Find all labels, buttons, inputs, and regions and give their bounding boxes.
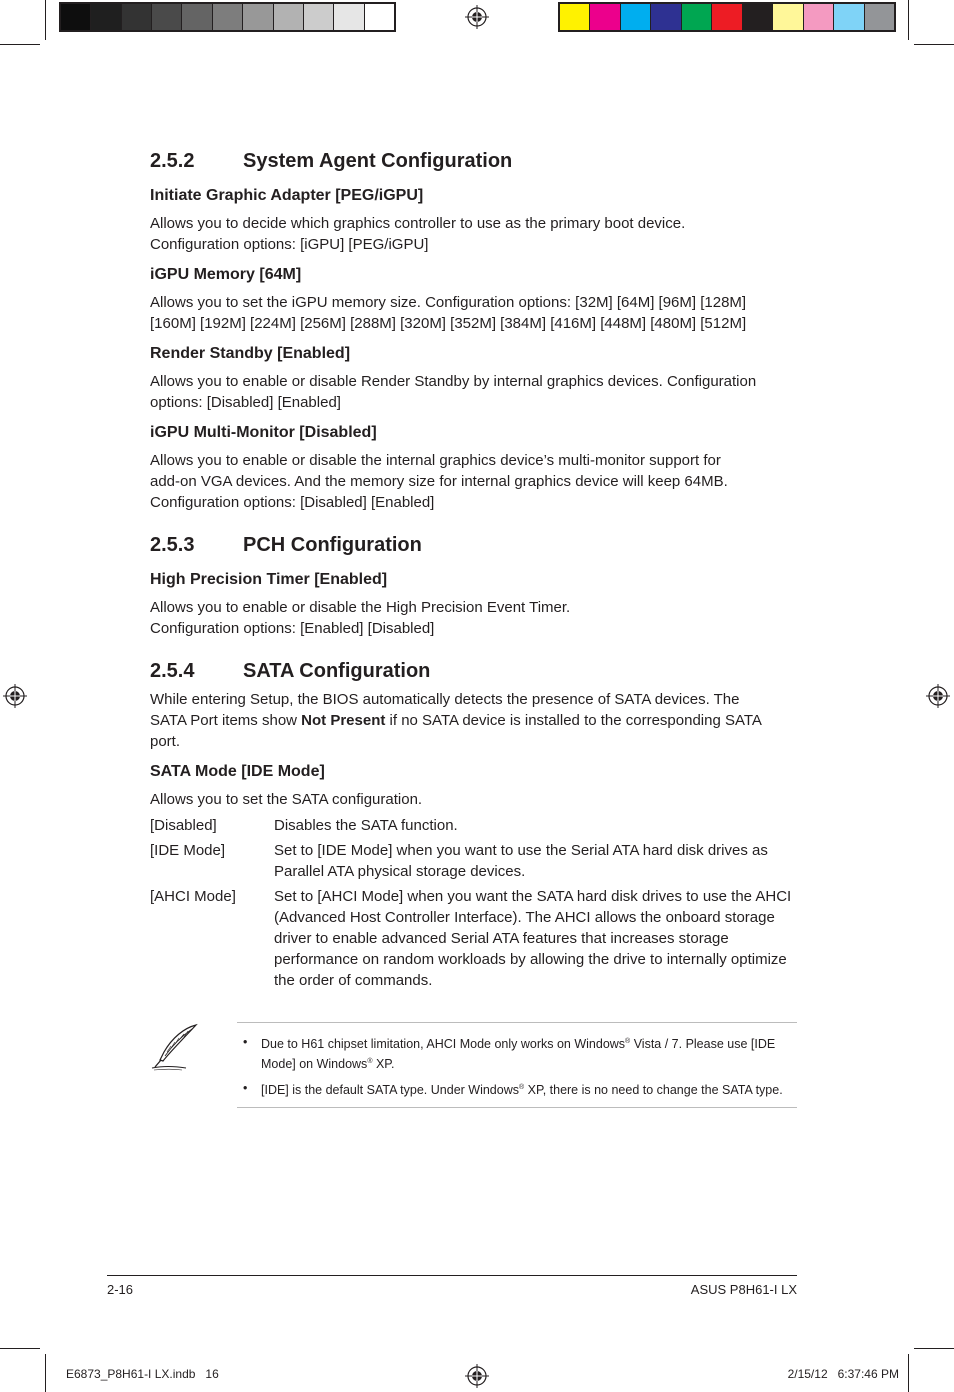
registration-mark-icon (3, 684, 27, 708)
color-swatch (865, 4, 894, 30)
section-heading (150, 150, 798, 173)
section-heading (150, 660, 798, 683)
registered-mark: ® (625, 1038, 631, 1045)
intro-text: SATA Port items show (150, 712, 302, 729)
setting-description-line: Allows you to set the iGPU memory size. Configuration options: [32M] [64M] [96M] [128M] (150, 294, 747, 311)
registration-mark-icon (926, 684, 950, 708)
mode-description: Set to [IDE Mode] when you want to use the Serial ATA hard disk drives as Parallel ATA physical storage devices. (274, 842, 768, 880)
setting-heading: Render Standby [Enabled] (150, 345, 351, 362)
setting-description-line: Allows you to enable or disable the internal graphics device’s multi-monitor support for (150, 452, 721, 469)
color-swatch (213, 4, 243, 30)
color-swatch (91, 4, 121, 30)
section-title: PCH Configuration (243, 534, 422, 556)
color-swatch (274, 4, 304, 30)
setting-item (150, 266, 798, 334)
setting-description-line: Allows you to enable or disable Render Standby by internal graphics devices. Configuration (150, 373, 757, 390)
registration-mark-icon (465, 5, 489, 29)
color-swatch (243, 4, 273, 30)
crop-mark (45, 1354, 46, 1392)
note-feather-icon (148, 1022, 202, 1072)
note-item (237, 1033, 797, 1073)
section-title: SATA Configuration (243, 660, 431, 682)
not-present-term: Not Present (301, 712, 386, 729)
color-swatch (61, 4, 91, 30)
page-number: 2-16 (107, 1282, 134, 1297)
registered-mark: ® (518, 1084, 525, 1092)
file-slug: E6873_P8H61-I LX.indb 16 (66, 1367, 219, 1381)
mode-row (150, 840, 798, 882)
sata-intro (150, 689, 798, 752)
intro-text: if no SATA device is installed to the corresponding SATA (385, 712, 762, 729)
note-text-part: Vista / 7. Please use [IDE Mode] on Windows (261, 1037, 776, 1072)
mode-description: Disables the SATA function. (274, 817, 458, 834)
setting-heading: High Precision Timer [Enabled] (150, 571, 388, 588)
setting-heading: iGPU Memory [64M] (150, 266, 302, 283)
setting-description-line: [160M] [192M] [224M] [256M] [288M] [320M] [352M] [384M] [416M] [448M] [480M] [512M] (150, 315, 747, 332)
note-item (237, 1079, 797, 1099)
mode-row (150, 886, 798, 991)
bullet: • (243, 1081, 248, 1096)
color-swatch (152, 4, 182, 30)
color-swatch (743, 4, 773, 30)
setting-item (150, 345, 798, 413)
bullet: • (243, 1035, 248, 1049)
section-number: 2.5.3 (150, 534, 195, 556)
setting-item (150, 763, 798, 991)
setting-description-line: Allows you to enable or disable the High Precision Event Timer. (150, 599, 571, 616)
intro-line (150, 710, 798, 731)
color-swatch (682, 4, 712, 30)
crop-mark (914, 1348, 954, 1349)
setting-item (150, 187, 798, 255)
setting-heading: SATA Mode [IDE Mode] (150, 763, 325, 780)
crop-mark (0, 44, 40, 45)
note-text (261, 1079, 783, 1099)
note-text (261, 1033, 797, 1073)
section-number: 2.5.4 (150, 660, 195, 682)
color-swatch (122, 4, 152, 30)
color-swatch (621, 4, 651, 30)
note-text-part: XP, there is no need to change the SATA type. (524, 1083, 783, 1098)
color-swatch (560, 4, 590, 30)
section-title: System Agent Configuration (243, 150, 513, 172)
crop-mark (908, 1354, 909, 1392)
intro-line: While entering Setup, the BIOS automatically detects the presence of SATA devices. The (150, 691, 740, 708)
crop-mark (914, 44, 954, 45)
intro-line: port. (150, 733, 181, 750)
setting-description-line: Configuration options: [Enabled] [Disabled] (150, 620, 435, 637)
section-number: 2.5.2 (150, 150, 195, 172)
section-heading (150, 534, 798, 557)
setting-item (150, 424, 798, 513)
registration-mark-icon (465, 1364, 489, 1388)
color-swatch (773, 4, 803, 30)
setting-description-line: add-on VGA devices. And the memory size for internal graphics device will keep 64MB. (150, 473, 728, 490)
product-name: ASUS P8H61-I LX (690, 1282, 797, 1297)
color-swatch (804, 4, 834, 30)
timestamp-slug: 2/15/12 6:37:46 PM (787, 1367, 899, 1381)
footer-rule (107, 1275, 797, 1276)
color-swatch (651, 4, 681, 30)
color-swatch (334, 4, 364, 30)
mode-description: Set to [AHCI Mode] when you want the SATA hard disk drives to use the AHCI (Advanced Host Controller Interface). The AHCI allows the onboard storage driver to enable advanced Serial ATA features that increases storage performance on random workloads by allowing the drive to internally optimize the order of commands. (274, 888, 792, 989)
mode-term: [Disabled] (150, 817, 217, 834)
color-swatch (182, 4, 212, 30)
grayscale-color-bar (59, 2, 396, 32)
process-color-bar (558, 2, 896, 32)
color-swatch (365, 4, 394, 30)
note-text-part: [IDE] is the default SATA type. Under Windows (261, 1083, 519, 1098)
crop-mark (0, 1348, 40, 1349)
color-swatch (712, 4, 742, 30)
mode-row (150, 815, 798, 836)
note-text-part: Due to H61 chipset limitation, AHCI Mode only works on Windows (261, 1037, 626, 1052)
setting-description-line: Allows you to decide which graphics controller to use as the primary boot device. (150, 215, 686, 232)
color-swatch (834, 4, 864, 30)
setting-description-line: Configuration options: [Disabled] [Enabled] (150, 494, 435, 511)
mode-term: [IDE Mode] (150, 842, 226, 859)
mode-term: [AHCI Mode] (150, 888, 236, 905)
page-content (150, 150, 798, 995)
setting-description-line: Configuration options: [iGPU] [PEG/iGPU] (150, 236, 429, 253)
setting-heading: iGPU Multi-Monitor [Disabled] (150, 424, 377, 441)
crop-mark (45, 0, 46, 40)
note-text-part: XP. (372, 1057, 395, 1072)
setting-description-line: options: [Disabled] [Enabled] (150, 394, 341, 411)
setting-description: Allows you to set the SATA configuration. (150, 791, 423, 808)
setting-heading: Initiate Graphic Adapter [PEG/iGPU] (150, 187, 424, 204)
color-swatch (304, 4, 334, 30)
color-swatch (590, 4, 620, 30)
registered-mark: ® (367, 1058, 373, 1066)
note-box (237, 1022, 797, 1108)
setting-item (150, 571, 798, 639)
crop-mark (908, 0, 909, 40)
